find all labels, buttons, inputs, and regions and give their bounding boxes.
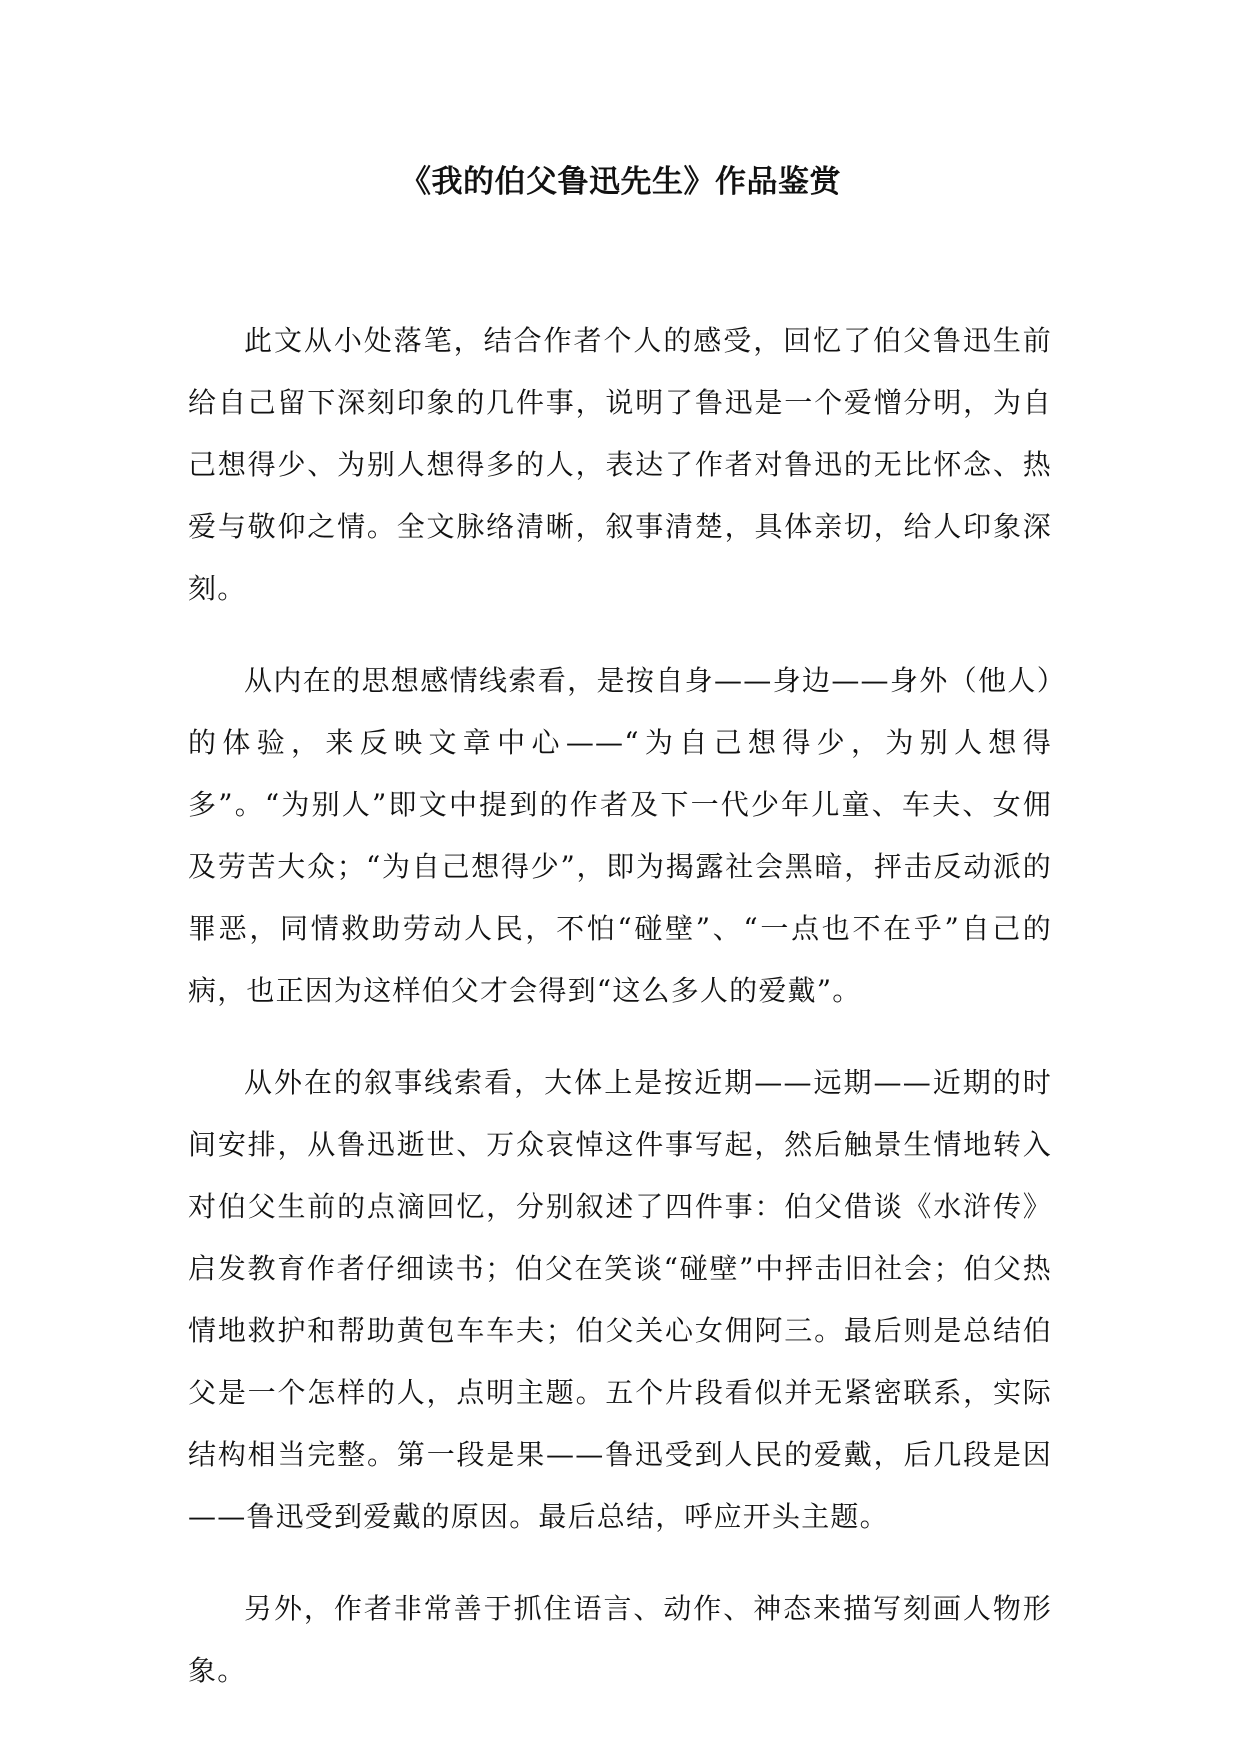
paragraph: 从外在的叙事线索看，大体上是按近期——远期——近期的时间安排，从鲁迅逝世、万众哀悼这件事写起，然后触景生情地转入对伯父生前的点滴回忆，分别叙述了四件事：伯父借谈《水浒传》启发教育作者仔细读书；伯父在笑谈“碰壁”中抨击旧社会；伯父热情地救护和帮助黄包车车夫；伯父关心女佣阿三。最后则是总结伯父是一个怎样的人，点明主题。五个片段看似并无紧密联系，实际结构相当完整。第一段是果——鲁迅受到人民的爱戴，后几段是因——鲁迅受到爱戴的原因。最后总结，呼应开头主题。 <box>188 1066 1052 1533</box>
page-title: 《我的伯父鲁迅先生》作品鉴赏 <box>400 164 841 200</box>
paragraph: 此文从小处落笔，结合作者个人的感受，回忆了伯父鲁迅生前给自己留下深刻印象的几件事，说明了鲁迅是一个爱憎分明，为自己想得少、为别人想得多的人，表达了作者对鲁迅的无比怀念、热爱与敬仰之情。全文脉络清晰，叙事清楚，具体亲切，给人印象深刻。 <box>188 324 1052 605</box>
paragraph: 从内在的思想感情线索看，是按自身——身边——身外（他人）的体验，来反映文章中心——“为自己想得少，为别人想得多”。“为别人”即文中提到的作者及下一代少年儿童、车夫、女佣及劳苦大众；“为自己想得少”，即为揭露社会黑暗，抨击反动派的罪恶，同情救助劳动人民，不怕“碰壁”、“一点也不在乎”自己的病，也正因为这样伯父才会得到“这么多人的爱戴”。 <box>188 664 1052 1007</box>
article-body <box>188 310 1052 1732</box>
paragraph: 另外，作者非常善于抓住语言、动作、神态来描写刻画人物形象。 <box>188 1592 1052 1687</box>
